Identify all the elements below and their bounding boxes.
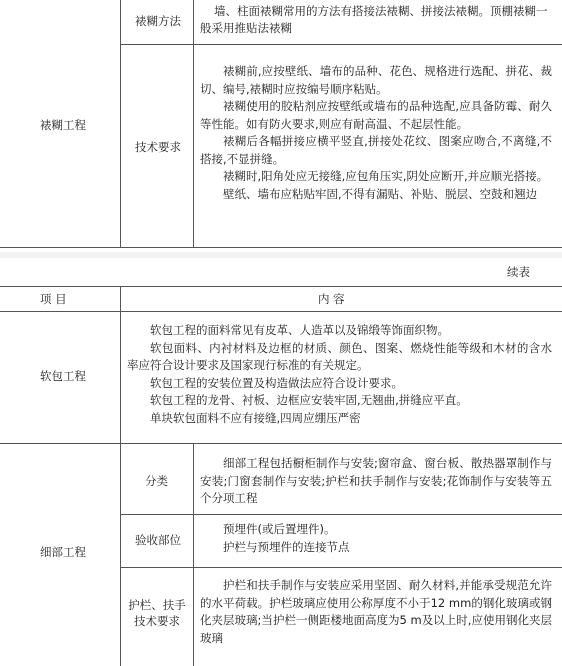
- header-content: 内 容: [318, 292, 345, 306]
- method-text-line-2: 般采用推贴法裱糊: [200, 21, 292, 35]
- top-bottom-border: [0, 247, 562, 248]
- top-row-divider: [120, 44, 562, 45]
- soft-pack-paragraph: 软包工程的面料常见有皮革、人造革以及锦缎等饰面织物。: [150, 323, 449, 337]
- classification-paragraph: 细部工程包括橱柜制作与安装;窗帘盒、窗台板、散热器罩制作与安装;门窗套制作与安装;护栏和扶手制作与安装;花饰制作与安装等五个分项工程: [200, 456, 552, 505]
- soft-pack-paragraph: 单块软包面料不应有接缝,四周应绷压严密: [150, 410, 361, 425]
- tech-req-paragraph: 裱糊后各幅拼接应横平竖直,拼接处花纹、图案应吻合,不离缝,不搭接,不显拼缝。: [200, 134, 552, 166]
- soft-pack-paragraph: 软包工程的龙骨、衬板、边框应安装牢固,无翘曲,拼缝应平直。: [150, 393, 468, 407]
- tech-req-paragraph: 壁纸、墙布应粘贴牢固,不得有漏贴、补贴、脱层、空鼓和翘边: [223, 186, 538, 201]
- section-label-wallcovering: 裱糊工程: [40, 118, 86, 132]
- bottom-top-border: [0, 286, 562, 287]
- row-label-method: 裱糊方法: [135, 14, 181, 28]
- acceptance-paragraph: 预埋件(或后置埋件)。: [223, 522, 336, 536]
- railing-paragraphs: [200, 577, 552, 647]
- row-label-railing: [121, 597, 193, 629]
- soft-pack-paragraph: 软包面料、内衬材料及边框的材质、颜色、图案、燃烧性能等级和木材的含水率应符合设计要求及国家现行标准的有关规定。: [127, 340, 552, 372]
- row-label-tech-req: 技术要求: [135, 140, 181, 154]
- section-label-soft-pack: 软包工程: [40, 369, 86, 383]
- softpack-bottom-border: [0, 443, 562, 444]
- header-item: 项 目: [40, 292, 67, 306]
- tech-req-paragraphs: [200, 63, 552, 203]
- page-gap: [0, 252, 562, 258]
- section-label-detail: 细部工程: [40, 545, 86, 559]
- acceptance-paragraph: 护栏与预埋件的连接节点: [223, 539, 350, 554]
- railing-label-line: 护栏、扶手: [128, 598, 186, 612]
- top-col-divider-1: [120, 0, 121, 247]
- tech-req-paragraph: 裱糊使用的胶粘剂应按壁纸或墙布的品种选配,应具备防霉、耐久等性能。如有防火要求,则应有耐高温、不起层性能。: [200, 99, 552, 131]
- method-text-line-1: 墙、柱面裱糊常用的方法有搭接法裱糊、拼接法裱糊。顶棚裱糊一: [214, 4, 548, 18]
- tech-req-paragraph: 裱糊时,阳角处应无接缝,应包角压实,阴处应断开,并应顺光搭接。: [223, 169, 549, 183]
- header-bottom-border: [0, 311, 562, 312]
- tech-req-paragraph: 裱糊前,应按壁纸、墙布的品种、花色、规格进行选配、拼花、裁切、编号,裱糊时应按编号顺序粘贴。: [200, 64, 552, 96]
- continued-label: 续表: [507, 265, 530, 279]
- top-col-divider-2: [193, 0, 194, 247]
- detail-row-divider-2: [120, 567, 562, 568]
- soft-pack-paragraphs: [127, 322, 552, 427]
- row-label-classification: 分类: [145, 474, 168, 488]
- detail-row-divider-1: [120, 514, 562, 515]
- classification-paragraphs: [200, 455, 552, 508]
- detail-col-divider-2: [193, 443, 194, 666]
- acceptance-paragraphs: [200, 521, 552, 556]
- railing-paragraph: 护栏和扶手制作与安装应采用坚固、耐久材料,并能承受规范允许的水平荷载。护栏玻璃应使用公称厚度不小于12 mm的钢化玻璃或钢化夹层玻璃;当护栏一侧距楼地面高度为5 m及以上时,应使用钢化夹层玻璃: [200, 578, 552, 645]
- soft-pack-paragraph: 软包工程的安装位置及构造做法应符合设计要求。: [150, 375, 403, 390]
- row-label-acceptance: 验收部位: [135, 533, 181, 547]
- railing-label-line: 技术要求: [134, 614, 180, 628]
